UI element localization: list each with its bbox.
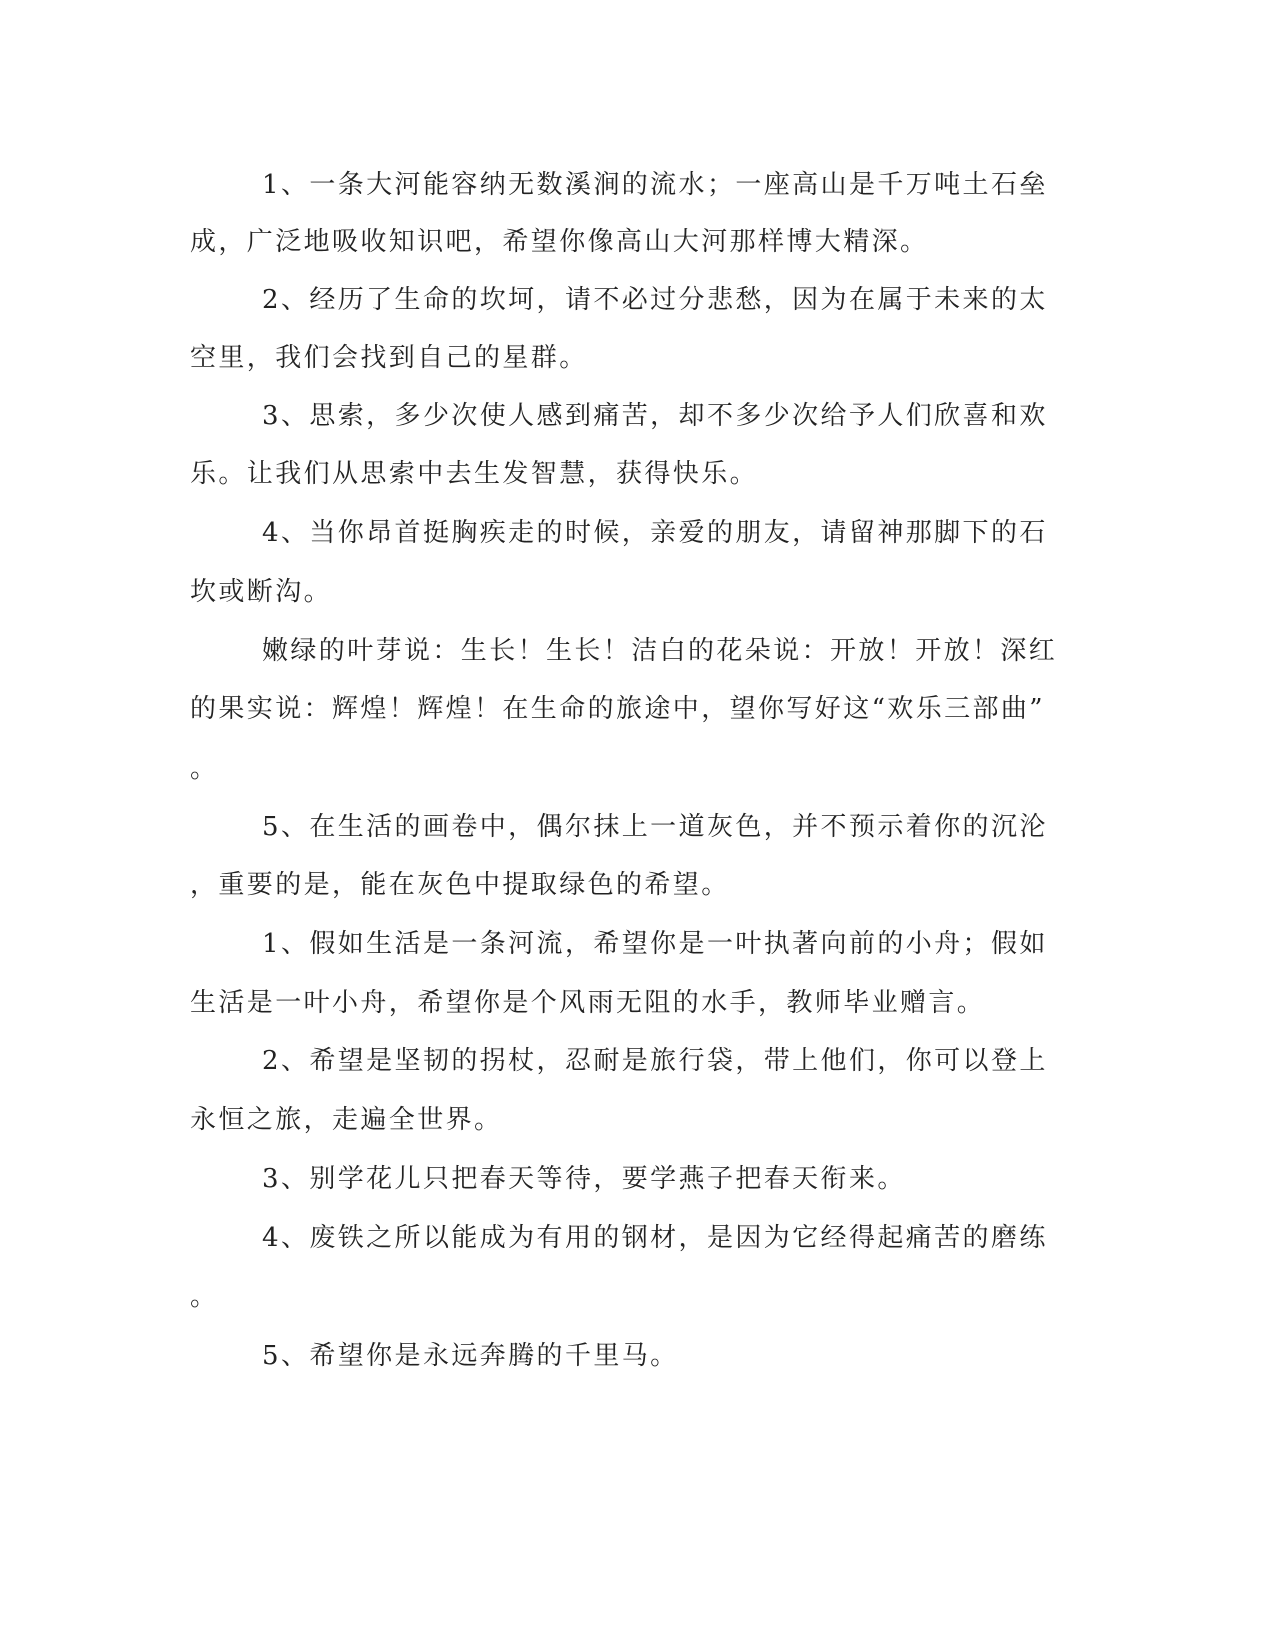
- text-line: 3、思索，多少次使人感到痛苦，却不多少次给予人们欣喜和欢: [262, 401, 1048, 431]
- text-line: 1、假如生活是一条河流，希望你是一叶执著向前的小舟；假如: [262, 929, 1048, 959]
- text-line: 2、经历了生命的坎坷，请不必过分悲愁，因为在属于未来的太: [262, 285, 1048, 315]
- text-line: 4、当你昂首挺胸疾走的时候，亲爱的朋友，请留神那脚下的石: [262, 518, 1048, 548]
- text-line: ，重要的是，能在灰色中提取绿色的希望。: [190, 870, 730, 900]
- text-line: 嫩绿的叶芽说：生长！生长！洁白的花朵说：开放！开放！深红: [262, 636, 1058, 666]
- text-line: 。: [190, 1282, 219, 1312]
- text-line: 乐。让我们从思索中去生发智慧，获得快乐。: [190, 459, 759, 489]
- text-line: 4、废铁之所以能成为有用的钢材，是因为它经得起痛苦的磨练: [262, 1223, 1048, 1253]
- text-line: 2、希望是坚韧的拐杖，忍耐是旅行袋，带上他们，你可以登上: [262, 1046, 1048, 1076]
- text-line: 5、希望你是永远奔腾的千里马。: [262, 1341, 679, 1371]
- text-line: 1、一条大河能容纳无数溪涧的流水；一座高山是千万吨土石垒: [262, 170, 1048, 200]
- text-line: 的果实说：辉煌！辉煌！在生命的旅途中，望你写好这“欢乐三部曲”: [190, 694, 1045, 724]
- text-line: 空里，我们会找到自己的星群。: [190, 343, 588, 373]
- text-line: 5、在生活的画卷中，偶尔抹上一道灰色，并不预示着你的沉沦: [262, 812, 1048, 842]
- text-line: 成，广泛地吸收知识吧，希望你像高山大河那样博大精深。: [190, 227, 929, 257]
- text-line: 永恒之旅，走遍全世界。: [190, 1105, 503, 1135]
- text-line: 。: [190, 754, 219, 784]
- text-line: 坎或断沟。: [190, 577, 333, 607]
- text-line: 生活是一叶小舟，希望你是个风雨无阻的水手，教师毕业赠言。: [190, 988, 986, 1018]
- text-line: 3、别学花儿只把春天等待，要学燕子把春天衔来。: [262, 1164, 906, 1194]
